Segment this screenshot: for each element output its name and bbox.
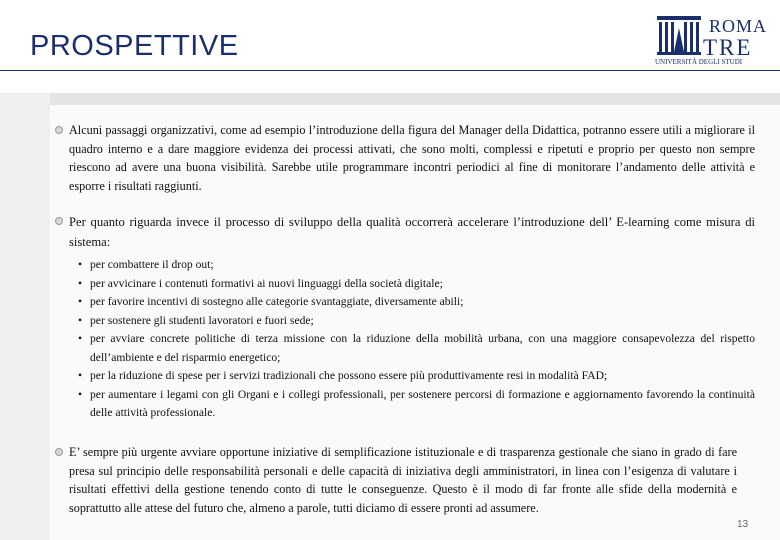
list-item: • per combattere il drop out; (78, 256, 755, 275)
bullet-icon (55, 126, 63, 134)
slide-title: PROSPETTIVE (30, 30, 239, 62)
top-decorative-band (50, 93, 780, 105)
list-item: • per sostenere gli studenti lavoratori e fuori sede; (78, 312, 755, 331)
page-number: 13 (737, 519, 749, 530)
bullet-icon: • (78, 387, 83, 401)
university-logo (655, 16, 768, 66)
bullet-icon: • (78, 313, 83, 327)
list-item: • per favorire incentivi di sostegno alle categorie svantaggiate, diversamente abili; (78, 293, 755, 312)
paragraph-organizational: Alcuni passaggi organizzativi, come ad esempio l’introduzione della figura del Manager della Didattica, potranno essere utili a migliorare il quadro interno e a dare maggiore evidenza dei processi attivati, che sono molti, complessi e ripetuti e proprio per questo non sempre riescono ad avere una buona visibilità. Sarebbe utile programmare incontri periodici al fine di monitorare l’andamento delle attività e esporre i risultati raggiunti. (69, 123, 755, 193)
list-item: • per avviare concrete politiche di terza missione con la riduzione della mobilità urbana, con una maggiore consapevolezza del rispetto dell’ambiente e del risparmio energetico; (78, 332, 755, 364)
left-decorative-bar (0, 93, 50, 540)
title-divider (0, 70, 780, 71)
logo-subtitle: UNIVERSITÀ DEGLI STUDI (655, 58, 743, 66)
bullet-icon (55, 448, 63, 456)
bullet-icon: • (78, 276, 83, 290)
elearning-goals-list (78, 256, 755, 423)
bullet-icon (55, 217, 63, 225)
list-item: • per avvicinare i contenuti formativi ai nuovi linguaggi della società digitale; (78, 275, 755, 294)
paragraph-elearning: Per quanto riguarda invece il processo di sviluppo della qualità occorrerà accelerare l’introduzione dell’ E-learning come misura di sistema: (69, 215, 755, 249)
list-item: • per la riduzione di spese per i servizi tradizionali che possono essere più produttivamente resi in modalità FAD; (78, 367, 755, 386)
bullet-icon: • (78, 369, 83, 382)
building-logo-icon (657, 16, 701, 56)
logo-text-roma: ROMA (709, 16, 768, 36)
logo-text-tre: TRE (703, 35, 753, 60)
bullet-icon: • (78, 295, 83, 308)
paragraph-simplification: E’ sempre più urgente avviare opportune iniziative di semplificazione istituzionale e di trasparenza gestionale che siano in grado di fare presa sul principio delle responsabilità personali e delle capacità di iniziativa degli amministratori, in linea con l’esigenza di valutare i risultati effettivi della gestione tenendo conto di tutte le conseguenze. Questo è il modo di far fronte alle sfide della modernità e soprattutto alle attese del futuro che, almeno a parole, tutti diciamo di essere pronti ad assumere. (69, 445, 737, 515)
bullet-icon: • (78, 332, 83, 345)
list-item: • per aumentare i legami con gli Organi e i collegi professionali, per sostenere percorsi di formazione e aggiornamento favorendo la continuità delle attività professionale. (78, 387, 755, 419)
bullet-icon: • (78, 258, 83, 271)
